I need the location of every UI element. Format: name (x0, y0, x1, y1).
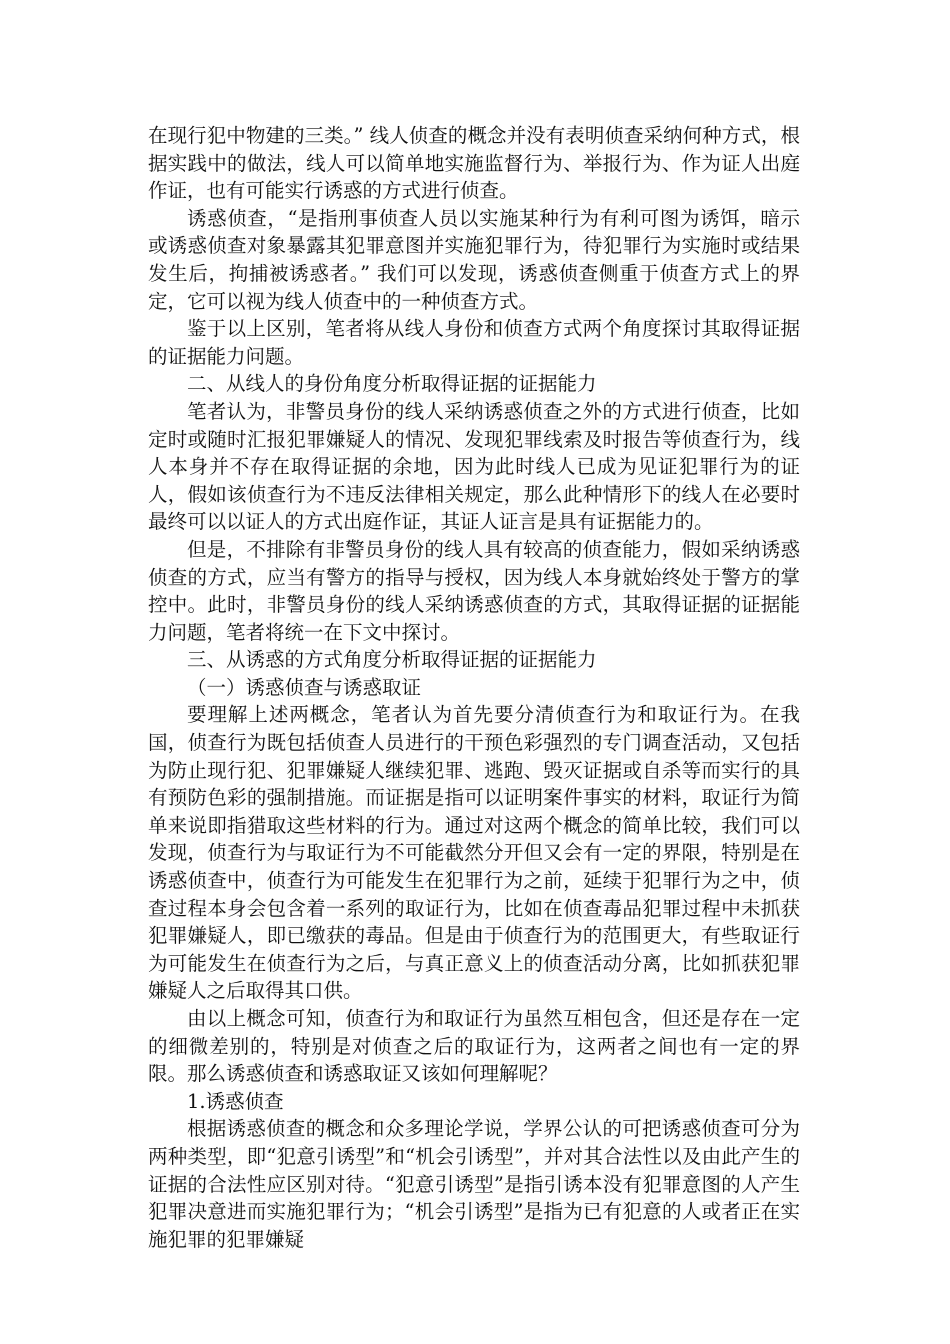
paragraph: 笔者认为，非警员身份的线人采纳诱惑侦查之外的方式进行侦查，比如定时或随时汇报犯罪嫌疑人的情况、发现犯罪线索及时报告等侦查行为，线人本身并不存在取得证据的余地，因为此时线人已成为见证犯罪行为的证人，假如该侦查行为不违反法律相关规定，那么此种情形下的线人在必要时最终可以以证人的方式出庭作证，其证人证言是具有证据能力的。 (148, 399, 800, 534)
paragraph: 在现行犯中物建的三类。” 线人侦查的概念并没有表明侦查采纳何种方式，根据实践中的做法，线人可以简单地实施监督行为、举报行为、作为证人出庭作证，也有可能实行诱惑的方式进行侦查。 (148, 124, 800, 203)
paragraph: 根据诱惑侦查的概念和众多理论学说，学界公认的可把诱惑侦查可分为两种类型，即“犯意引诱型”和“机会引诱型”，并对其合法性以及由此产生的证据的合法性应区别对待。“犯意引诱型”是指引诱本没有犯罪意图的人产生犯罪决意进而实施犯罪行为；“机会引诱型”是指为已有犯意的人或者正在实施犯罪的犯罪嫌疑 (148, 1117, 800, 1251)
paragraph: 由以上概念可知，侦查行为和取证行为虽然互相包含，但还是存在一定的细微差别的，特别是对侦查之后的取证行为，这两者之间也有一定的界限。那么诱惑侦查和诱惑取证又该如何理解呢？ (148, 1007, 800, 1086)
document-body (148, 122, 800, 1253)
paragraph: 鉴于以上区别，笔者将从线人身份和侦查方式两个角度探讨其取得证据的证据能力问题。 (148, 317, 800, 368)
paragraph: 诱惑侦查，“是指刑事侦查人员以实施某种行为有利可图为诱饵，暗示或诱惑侦查对象暴露其犯罪意图并实施犯罪行为，待犯罪行为实施时或结果发生后，拘捕被诱惑者。” 我们可以发现，诱惑侦查侧重于侦查方式上的界定，它可以视为线人侦查中的一种侦查方式。 (148, 206, 800, 313)
subsection-heading: 1.诱惑侦查 (187, 1089, 284, 1113)
section-heading: 二、从线人的身份角度分析取得证据的证据能力 (187, 372, 597, 396)
paragraph: 要理解上述两概念，笔者认为首先要分清侦查行为和取证行为。在我国，侦查行为既包括侦查人员进行的干预色彩强烈的专门调查活动，又包括为防止现行犯、犯罪嫌疑人继续犯罪、逃跑、毁灭证据或自杀等而实行的具有预防色彩的强制措施。而证据是指可以证明案件事实的材料，取证行为简单来说即指猎取这些材料的行为。通过对这两个概念的简单比较，我们可以发现，侦查行为与取证行为不可能截然分开但又会有一定的界限，特别是在诱惑侦查中，侦查行为可能发生在犯罪行为之前，延续于犯罪行为之中，侦查过程本身会包含着一系列的取证行为，比如在侦查毒品犯罪过程中未抓获犯罪嫌疑人，即已缴获的毒品。但是由于侦查行为的范围更大，有些取证行为可能发生在侦查行为之后，与真正意义上的侦查活动分离，比如抓获犯罪嫌疑人之后取得其口供。 (148, 703, 800, 1003)
section-heading: 三、从诱惑的方式角度分析取得证据的证据能力 (187, 648, 597, 672)
paragraph: 但是，不排除有非警员身份的线人具有较高的侦查能力，假如采纳诱惑侦查的方式，应当有警方的指导与授权，因为线人本身就始终处于警方的掌控中。此时，非警员身份的线人采纳诱惑侦查的方式，其取得证据的证据能力问题，笔者将统一在下文中探讨。 (148, 537, 800, 644)
subsection-heading: （一）诱惑侦查与诱惑取证 (187, 675, 422, 699)
